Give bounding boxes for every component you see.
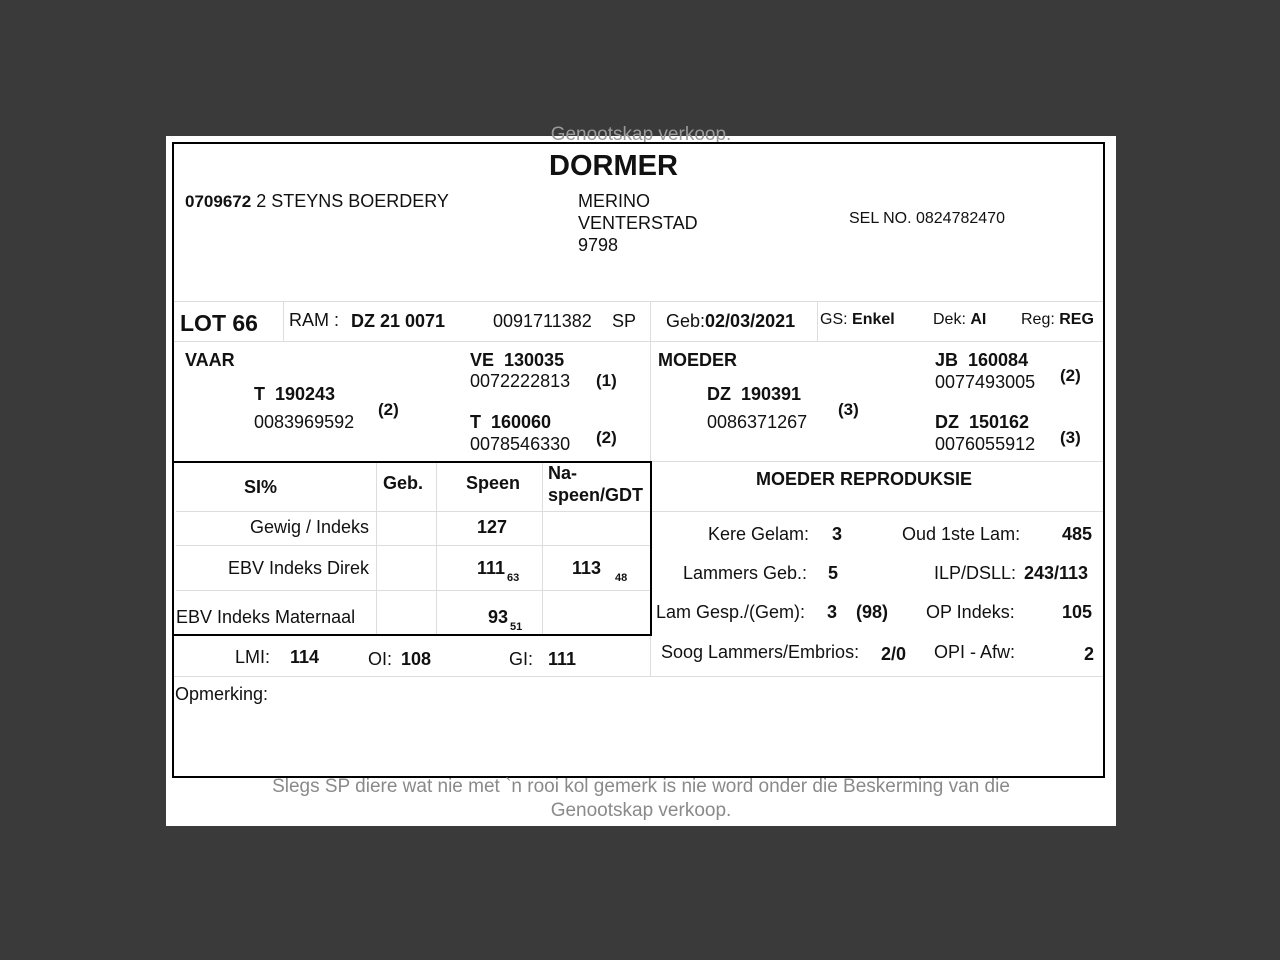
direk-speen-sub: 63 bbox=[507, 572, 520, 584]
gi-label: GI: bbox=[509, 649, 534, 669]
si-header: SI% bbox=[244, 477, 278, 497]
gs-value: Enkel bbox=[852, 311, 895, 328]
op-value: 105 bbox=[1062, 602, 1093, 622]
opi-value: 2 bbox=[1084, 644, 1095, 664]
lot-card bbox=[166, 124, 1116, 826]
lot-number: LOT 66 bbox=[180, 310, 258, 336]
vaar-id: T 190243 bbox=[254, 384, 336, 404]
divider bbox=[176, 511, 650, 512]
row-label-direk: EBV Indeks Direk bbox=[227, 558, 369, 578]
breeder-address-1: MERINO bbox=[578, 191, 650, 211]
divider bbox=[174, 301, 1103, 302]
direk-speen-value: 111 bbox=[477, 558, 506, 578]
divider bbox=[436, 463, 437, 634]
row-label-gewig: Gewig / Indeks bbox=[249, 517, 369, 537]
row-label-maternaal: EBV Indeks Maternaal bbox=[176, 607, 356, 627]
dek-label: Dek: bbox=[933, 311, 966, 328]
breeder-line bbox=[185, 191, 449, 212]
moeder-label: MOEDER bbox=[658, 350, 738, 370]
divider bbox=[652, 511, 1103, 512]
vaar-dam-no: 0078546330 bbox=[470, 434, 571, 454]
breed-title: DORMER bbox=[549, 150, 678, 182]
vaar-sire-grade: (1) bbox=[596, 371, 617, 390]
speen-header: Speen bbox=[466, 473, 521, 493]
ilp-value: 243/113 bbox=[1024, 563, 1089, 583]
soog-label: Soog Lammers/Embrios: bbox=[661, 642, 860, 662]
moeder-sire-no: 0077493005 bbox=[935, 372, 1036, 392]
reg-field bbox=[1021, 311, 1094, 329]
lmi-value: 114 bbox=[290, 647, 320, 667]
oud-value: 485 bbox=[1062, 524, 1093, 544]
vaar-no: 0083969592 bbox=[254, 412, 355, 432]
maternaal-speen bbox=[488, 607, 523, 633]
reg-number: 0091711382 bbox=[493, 311, 592, 331]
table-border bbox=[174, 634, 652, 636]
breeder-id: 0709672 bbox=[185, 192, 252, 211]
ram-id: DZ 21 0071 bbox=[351, 311, 446, 331]
gs-label: GS: bbox=[820, 311, 848, 328]
vaar-sire-no: 0072222813 bbox=[470, 371, 571, 391]
divider bbox=[376, 463, 377, 634]
geb-date: 02/03/2021 bbox=[705, 311, 796, 331]
reg-label: Reg: bbox=[1021, 311, 1055, 328]
maternaal-speen-sub: 51 bbox=[510, 621, 523, 633]
naspeen-header-2: speen/GDT bbox=[548, 485, 644, 505]
vaar-label: VAAR bbox=[185, 350, 235, 370]
direk-naspeen-sub: 48 bbox=[615, 572, 628, 584]
breeder-name: 2 STEYNS BOERDERY bbox=[256, 191, 449, 211]
ilp-label: ILP/DSLL: bbox=[934, 563, 1017, 583]
vaar-dam-grade: (2) bbox=[596, 428, 617, 447]
lamgesp-label: Lam Gesp./(Gem): bbox=[656, 602, 806, 622]
geb-header: Geb. bbox=[383, 473, 424, 493]
moeder-dam-id: DZ 150162 bbox=[935, 412, 1030, 432]
opi-label: OPI - Afw: bbox=[934, 642, 1016, 662]
lamgesp-gem: (98) bbox=[856, 602, 889, 622]
geb-field bbox=[666, 311, 795, 332]
oud-label: Oud 1ste Lam: bbox=[902, 524, 1021, 544]
moeder-id: DZ 190391 bbox=[707, 384, 802, 404]
gewig-speen: 127 bbox=[477, 517, 508, 537]
lmi-label: LMI: bbox=[235, 647, 271, 667]
moeder-grade: (3) bbox=[838, 400, 859, 419]
divider bbox=[283, 301, 284, 341]
table-border bbox=[174, 461, 652, 463]
kere-value: 3 bbox=[832, 524, 843, 544]
soog-value: 2/0 bbox=[881, 644, 907, 664]
direk-speen bbox=[477, 558, 520, 584]
naspeen-header-1: Na- bbox=[548, 463, 578, 483]
lamgesp-value: 3 bbox=[827, 602, 838, 622]
direk-naspeen-value: 113 bbox=[572, 558, 602, 578]
top-cutoff-text: Genootskap verkoop. bbox=[550, 124, 732, 145]
breeder-phone: SEL NO. 0824782470 bbox=[849, 210, 1005, 227]
card-border bbox=[172, 142, 1105, 778]
breeder-address-3: 9798 bbox=[578, 235, 619, 255]
footer-line-2: Genootskap verkoop. bbox=[550, 800, 732, 821]
moeder-sire-grade: (2) bbox=[1060, 366, 1081, 385]
dek-field bbox=[933, 311, 986, 329]
direk-naspeen bbox=[572, 558, 628, 584]
divider bbox=[817, 301, 818, 341]
divider bbox=[542, 463, 543, 634]
dek-value: AI bbox=[970, 311, 987, 328]
divider bbox=[650, 301, 651, 461]
moeder-dam-no: 0076055912 bbox=[935, 434, 1036, 454]
moeder-no: 0086371267 bbox=[707, 412, 808, 432]
ram-label: RAM : bbox=[289, 310, 340, 330]
divider bbox=[176, 545, 650, 546]
opmerking-label: Opmerking: bbox=[175, 684, 269, 704]
vaar-dam-id: T 160060 bbox=[470, 412, 552, 432]
divider bbox=[650, 636, 651, 676]
geb-label: Geb: bbox=[666, 311, 706, 331]
breeder-address-2: VENTERSTAD bbox=[578, 213, 698, 233]
lammers-label: Lammers Geb.: bbox=[683, 563, 808, 583]
moeder-sire-id: JB 160084 bbox=[935, 350, 1029, 370]
vaar-grade: (2) bbox=[378, 400, 399, 419]
maternaal-speen-value: 93 bbox=[488, 607, 509, 627]
op-label: OP Indeks: bbox=[926, 602, 1015, 622]
kere-label: Kere Gelam: bbox=[708, 524, 810, 544]
divider bbox=[652, 461, 1103, 462]
divider bbox=[174, 341, 1103, 342]
footer-line-1: Slegs SP diere wat nie met `n rooi kol gemerk is nie word onder die Beskerming van die bbox=[272, 776, 1010, 797]
reg-value: REG bbox=[1059, 311, 1094, 328]
divider bbox=[176, 590, 650, 591]
divider bbox=[174, 676, 1103, 677]
oi-value: 108 bbox=[401, 649, 432, 669]
moeder-dam-grade: (3) bbox=[1060, 428, 1081, 447]
lammers-value: 5 bbox=[828, 563, 839, 583]
sp-label: SP bbox=[612, 311, 637, 331]
repro-title: MOEDER REPRODUKSIE bbox=[756, 469, 973, 489]
vaar-sire-id: VE 130035 bbox=[470, 350, 565, 370]
gs-field bbox=[820, 311, 895, 329]
oi-label: OI: bbox=[368, 649, 393, 669]
gi-value: 111 bbox=[548, 649, 577, 669]
table-border bbox=[650, 461, 652, 636]
